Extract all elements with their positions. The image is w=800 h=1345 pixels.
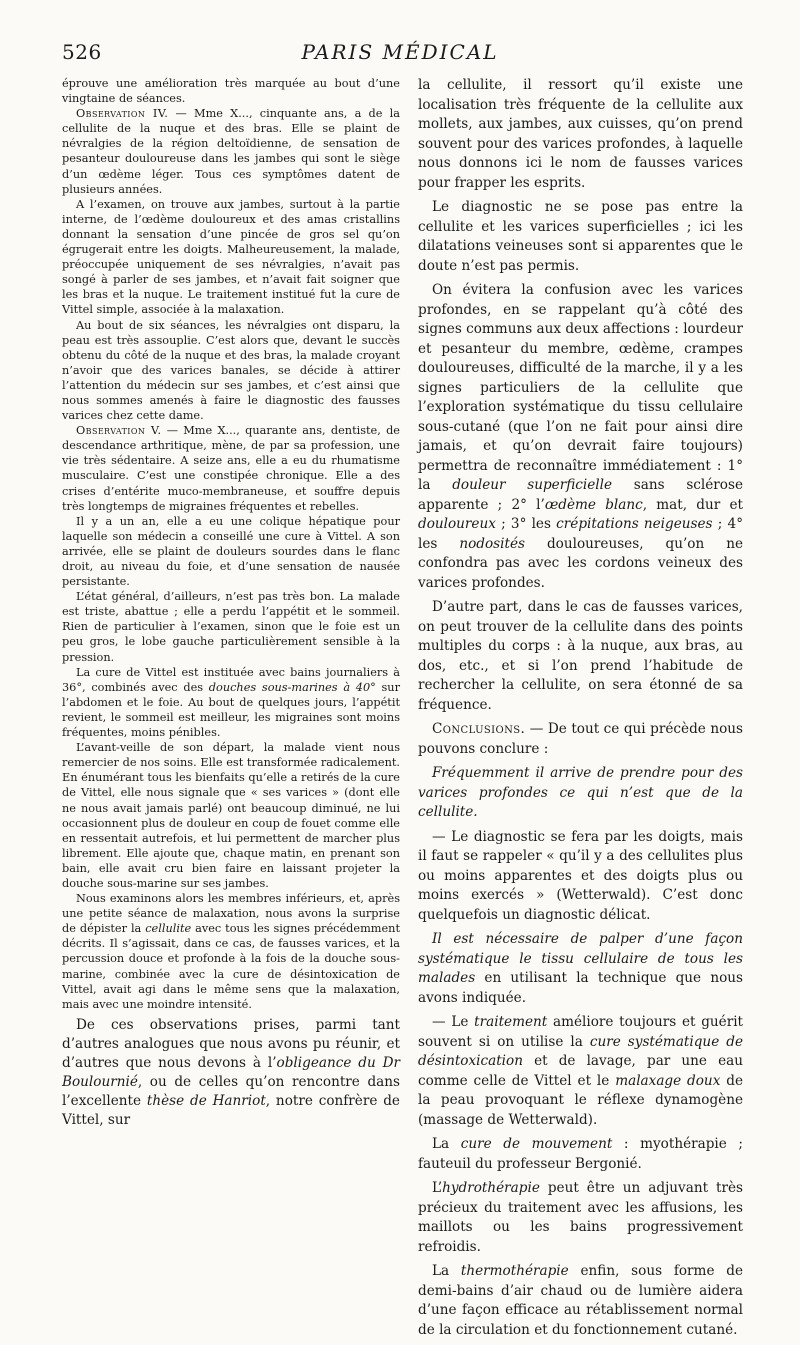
emphasis: thèse de Hanriot bbox=[146, 1092, 266, 1109]
conclusions-label: Conclusions. bbox=[432, 721, 526, 737]
observation-label: Observation IV. bbox=[76, 107, 169, 121]
right-column bbox=[418, 76, 743, 1345]
emphasis: crépitations neigeuses bbox=[556, 516, 713, 532]
emphasis: thermothérapie bbox=[460, 1263, 569, 1279]
text-run: , notre confrère de Vittel, sur bbox=[62, 1092, 400, 1128]
text-run: La bbox=[432, 1263, 461, 1279]
text-run: La bbox=[432, 1136, 461, 1152]
page-number: 526 bbox=[62, 40, 102, 64]
emphasis: cellulite bbox=[145, 922, 192, 936]
observation-label: Observation V. bbox=[76, 424, 162, 438]
emphasis: malaxage doux bbox=[615, 1072, 721, 1089]
emphasis: douches sous-marines à 40° bbox=[208, 680, 376, 694]
text-run: ; 4° les bbox=[418, 516, 744, 552]
emphasis: hydrothérapie bbox=[442, 1180, 540, 1196]
text-run: — De tout ce qui précède nous pouvons conclure : bbox=[418, 721, 743, 757]
emphasis: cure de mouvement bbox=[460, 1136, 613, 1152]
text-run: douloureuses, qu’on ne confondra pas avec les cordons veineux des varices profondes. bbox=[418, 535, 743, 591]
emphasis: douleur superficielle bbox=[452, 477, 613, 493]
paragraph-summary bbox=[62, 1016, 400, 1130]
paragraph-observation-5 bbox=[62, 423, 400, 514]
emphasis: nodosités bbox=[459, 535, 525, 552]
emphasis: douloureux bbox=[418, 516, 496, 532]
emphasis: traitement bbox=[474, 1014, 548, 1030]
observation-text: — Mme X..., cinquante ans, a de la cellulite de la nuque et des bras. Elle se plaint de névralgies de la région deltoïdienne, de sensation de pesanteur douloureuse dans les jambes qui sont le siège d’un œdème léger. Tous ces symptômes datent de plusieurs années. bbox=[62, 107, 400, 196]
paragraph bbox=[418, 1013, 743, 1130]
paragraph: D’autre part, dans le cas de fausses varices, on peut trouver de la cellulite dans des points multiples du corps : à la nuque, aux bras, au dos, etc., et si l’on prend l’habitude de rechercher la cellulite, on sera étonné de sa fréquence. bbox=[418, 599, 743, 713]
text-run: Nous examinons alors les membres inférieurs, et, après une petite séance de malaxation, nous avons la surprise de dépister la bbox=[62, 892, 400, 936]
paragraph bbox=[418, 1262, 743, 1340]
text-run: enfin, sous forme de demi-bains d’air chaud ou de lumière aidera d’une façon efficace au rétablissement normal de la circulation et du fonctionnement cutané. bbox=[418, 1263, 744, 1338]
text-run: — Le bbox=[432, 1014, 475, 1030]
paragraph: L’avant-veille de son départ, la malade vient nous remercier de nos soins. Elle est transformée radicalement. En énumérant tous les bienfaits qu’elle a retirés de la cure de Vittel, elle nous signale que « ses varices » (dont elle ne nous avait jamais parlé) ont beaucoup diminué, ne lui occasionnent plus de douleur en coup de fouet comme elle en ressentait autrefois, et lui permettent de marcher plus librement. Elle ajoute que, chaque matin, en prenant son bain, elle avait cru bien faire en laissant projeter la douche sous-marine sur ses jambes. bbox=[62, 741, 400, 890]
paragraph-observation-4 bbox=[62, 106, 400, 197]
text-run: en utilisant la technique que nous avons indiquée. bbox=[418, 970, 743, 1006]
paragraph bbox=[62, 891, 400, 1012]
text-run: La cure de Vittel est instituée avec bains journaliers à 36°, combinés avec des bbox=[62, 665, 400, 694]
text-run: de la peau provoquant le réflexe dynamogène (massage de Wetterwald). bbox=[418, 1072, 743, 1128]
text-run: , mat, dur et bbox=[642, 496, 743, 513]
text-run: L’ bbox=[432, 1180, 443, 1196]
emphasis: Il est nécessaire de palper d’une façon systématique le tissu cellulaire de tous les malades bbox=[418, 931, 743, 986]
paragraph: — Le diagnostic se fera par les doigts, mais il faut se rappeler « qu’il y a des cellulites plus ou moins apparentes et des doigts plus ou moins exercés » (Wetterwald). C’est donc quelquefois un diagnostic délicat. bbox=[418, 828, 743, 923]
text-run: sans sclérose apparente ; 2° l’ bbox=[418, 477, 744, 513]
paragraph bbox=[418, 281, 743, 593]
running-title: PARIS MÉDICAL bbox=[301, 40, 499, 64]
text-run: avec tous les signes précédemment décrits. Il s’agissait, dans ce cas, de fausses varices, et la percussion douce et profonde à la fois de la douche sous-marine, combinée avec la cure de désintoxication de Vittel, avait agi dans le même sens que la malaxation, mais avec une moindre intensité. bbox=[62, 922, 400, 1011]
paragraph bbox=[62, 665, 400, 740]
text-run: : myothérapie ; fauteuil du professeur Bergonié. bbox=[418, 1136, 743, 1172]
text-run: ; 3° les bbox=[495, 516, 557, 532]
paragraph: Il y a un an, elle a eu une colique hépatique pour laquelle son médecin a conseillé une cure à Vittel. A son arrivée, elle se plaint de douleurs sourdes dans le flanc droit, au niveau du foie, et d’une sensation de nausée persistante. bbox=[62, 514, 400, 589]
emphasis: cure systématique de désintoxication bbox=[418, 1033, 743, 1069]
text-run: De ces observations prises, parmi tant d’autres analogues que nous avons pu réunir, et d’autres que nous devons à l’ bbox=[62, 1016, 400, 1071]
text-run: sur l’abdomen et le foie. Au bout de quelques jours, l’appétit revient, le sommeil est meilleur, les migraines sont moins fréquentes, moins pénibles. bbox=[62, 680, 400, 740]
paragraph: Le diagnostic ne se pose pas entre la cellulite et les varices superficielles ; ici les dilatations veineuses sont si apparentes que le doute n’est pas permis. bbox=[418, 199, 743, 274]
paragraph: Au bout de six séances, les névralgies ont disparu, la peau est très assouplie. C’est alors que, devant le succès obtenu du côté de la nuque et des bras, la malade croyant n’avoir que des varices banales, se décide à attirer l’attention du médecin sur ses jambes, et c’est ainsi que nous sommes amenés à faire le diagnostic des fausses varices chez cette dame. bbox=[62, 318, 400, 423]
paragraph-conclusions bbox=[418, 720, 743, 759]
paragraph: L’état général, d’ailleurs, n’est pas très bon. La malade est triste, abattue ; elle a perdu l’appétit et le sommeil. Rien de particulier à l’examen, sinon que le foie est un peu gros, le lobe gauche particulièrement sensible à la pression. bbox=[62, 590, 400, 664]
emphasis: œdème blanc bbox=[544, 496, 643, 513]
text-run: peut être un adjuvant très précieux du traitement avec les affusions, les maillots ou les bains progressivement refroidis. bbox=[418, 1180, 743, 1255]
text-run: , ou de celles qu’on rencontre dans l’excellente bbox=[62, 1073, 400, 1109]
paragraph: éprouve une amélioration très marquée au bout d’une vingtaine de séances. bbox=[62, 77, 400, 106]
paragraph bbox=[418, 1135, 743, 1174]
paragraph bbox=[418, 1179, 743, 1257]
observation-text: — Mme X..., quarante ans, dentiste, de descendance arthritique, mène, de par sa profession, une vie très sédentaire. A seize ans, elle a eu du rhumatisme musculaire. C’est une constipée chronique. Elle a des crises d’entérite muco-membraneuse, et souffre depuis très longtemps de migraines fréquentes et rebelles. bbox=[62, 424, 400, 513]
text-run: améliore toujours et guérit souvent si on utilise la bbox=[418, 1014, 744, 1050]
paragraph: A l’examen, on trouve aux jambes, surtout à la partie interne, de l’œdème douloureux et des amas cristallins donnant la sensation d’une pincée de gros sel qu’on égrugerait entre les doigts. Malheureusement, la malade, préoccupée uniquement de ses névralgies, n’avait pas songé à parler de ses jambes, et n’avait fait soigner que les bras et la nuque. Le traitement institué fut la cure de Vittel simple, associée à la malaxation. bbox=[62, 197, 400, 317]
text-run: et de lavage, par une eau comme celle de Vittel et le bbox=[418, 1053, 743, 1089]
text-run: On évitera la confusion avec les varices profondes, en se rappelant qu’à côté des signes communs aux deux affections : lourdeur et pesanteur du membre, œdème, crampes douloureuses, difficulté de la marche, il y a les signes particuliers de la cellulite que l’exploration systématique du tissu cellulaire sous-cutané (que l’on ne fait pour ainsi dire jamais, et qu’on devrait faire toujours) permettra de reconnaître immédiatement : 1° la bbox=[418, 282, 743, 493]
emphasis: obligeance du Dr Boulournié bbox=[62, 1054, 400, 1090]
paragraph-emphasis: Fréquemment il arrive de prendre pour des varices profondes ce qui n’est que de la cellulite. bbox=[418, 765, 743, 820]
paragraph bbox=[418, 930, 743, 1008]
left-column bbox=[62, 76, 400, 1130]
paragraph: la cellulite, il ressort qu’il existe une localisation très fréquente de la cellulite aux mollets, aux jambes, aux cuisses, qu’on prend souvent pour des varices profondes, à laquelle nous donnons ici le nom de fausses varices pour frapper les esprits. bbox=[418, 77, 743, 191]
